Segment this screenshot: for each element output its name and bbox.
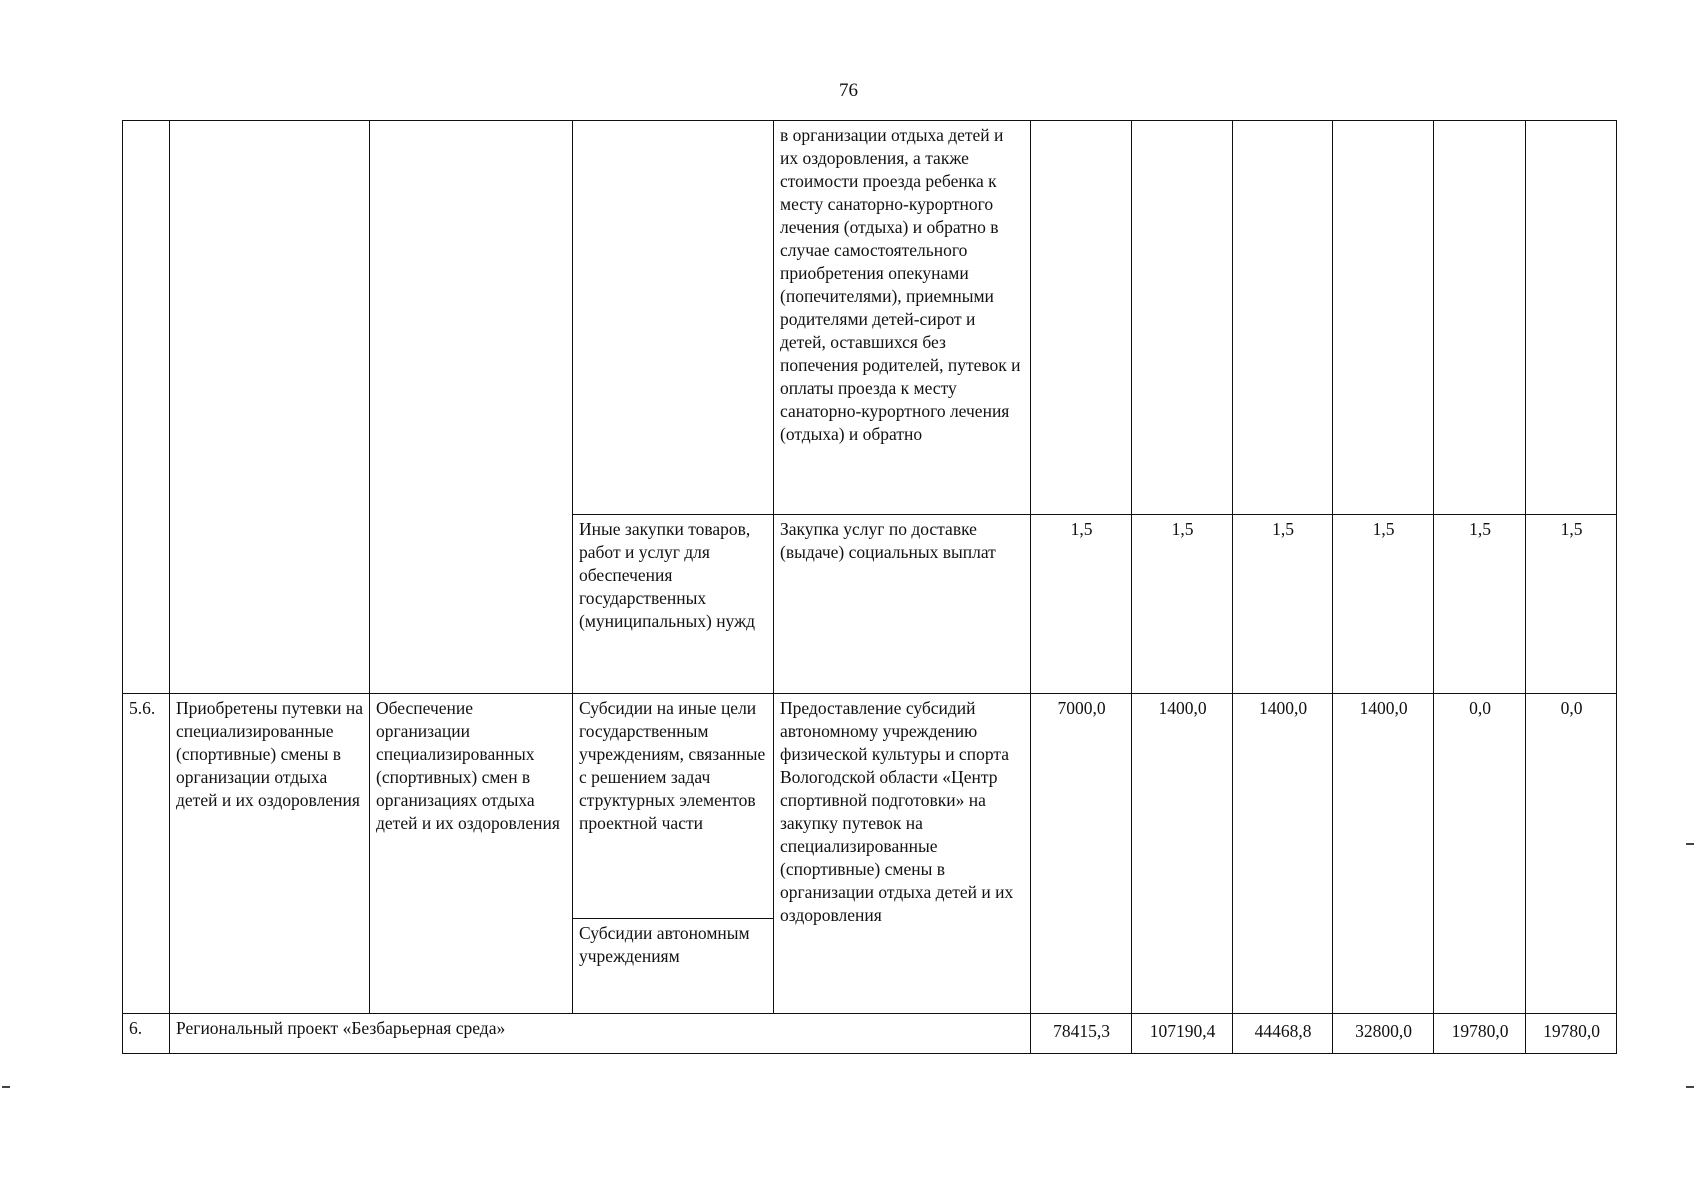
cell-expense-type: Субсидии автономным учреждениям <box>573 919 774 1014</box>
cell-value: 32800,0 <box>1333 1014 1434 1054</box>
cell-value: 107190,4 <box>1132 1014 1233 1054</box>
cell-row-number: 6. <box>123 1014 170 1054</box>
cell-value: 7000,0 <box>1031 694 1132 1014</box>
cell-row-number: 5.6. <box>123 694 170 1014</box>
table-row-5-6 <box>123 694 1617 919</box>
cell-value: 19780,0 <box>1526 1014 1617 1054</box>
cell-empty <box>1233 121 1333 515</box>
cell-value: 1,5 <box>1132 515 1233 694</box>
page-number: 76 <box>839 80 858 101</box>
cell-empty <box>123 121 170 694</box>
cell-empty <box>1333 121 1434 515</box>
cell-expense-type: Иные закупки товаров, работ и услуг для обеспечения государственных (муниципальных) нужд <box>573 515 774 694</box>
cell-empty <box>170 121 370 694</box>
cell-name: Приобретены путевки на специализированные (спортивные) смены в организации отдыха детей и их оздоровления <box>170 694 370 1014</box>
cell-value: 1400,0 <box>1132 694 1233 1014</box>
cell-expense-type: Субсидии на иные цели государственным учреждениям, связанные с решением задач структурных элементов проектной части <box>573 694 774 919</box>
cell-empty <box>573 121 774 515</box>
table-row-continuation <box>123 121 1617 515</box>
cell-value: 1,5 <box>1233 515 1333 694</box>
cell-value: 1,5 <box>1526 515 1617 694</box>
cell-project-name: Региональный проект «Безбарьерная среда» <box>170 1014 1031 1054</box>
cell-result: в организации отдыха детей и их оздоровления, а также стоимости проезда ребенка к месту санаторно-курортного лечения (отдыха) и обратно в случае самостоятельного приобретения опекунами (попечителями), приемными родителями детей-сирот и детей, оставшихся без попечения родителей, путевок и оплаты проезда к месту санаторно-курортного лечения (отдыха) и обратно <box>774 121 1031 515</box>
cell-result: Закупка услуг по доставке (выдаче) социальных выплат <box>774 515 1031 694</box>
scan-edge-mark <box>1686 1086 1694 1088</box>
cell-value: 1,5 <box>1031 515 1132 694</box>
cell-value: 1,5 <box>1434 515 1526 694</box>
budget-table <box>122 120 1617 1054</box>
cell-empty <box>1132 121 1233 515</box>
scan-edge-mark <box>1686 843 1694 845</box>
cell-empty <box>1031 121 1132 515</box>
scan-edge-mark <box>2 1086 10 1088</box>
cell-value: 44468,8 <box>1233 1014 1333 1054</box>
cell-result: Предоставление субсидий автономному учреждению физической культуры и спорта Вологодской области «Центр спортивной подготовки» на закупку путевок на специализированные (спортивные) смены в организации отдыха детей и их оздоровления <box>774 694 1031 1014</box>
cell-empty <box>1526 121 1617 515</box>
cell-task: Обеспечение организации специализированных (спортивных) смен в организациях отдыха детей и их оздоровления <box>370 694 573 1014</box>
cell-value: 1,5 <box>1333 515 1434 694</box>
cell-value: 78415,3 <box>1031 1014 1132 1054</box>
table-row-6 <box>123 1014 1617 1054</box>
cell-value: 19780,0 <box>1434 1014 1526 1054</box>
cell-empty <box>370 121 573 694</box>
cell-value: 0,0 <box>1434 694 1526 1014</box>
cell-value: 1400,0 <box>1333 694 1434 1014</box>
cell-value: 0,0 <box>1526 694 1617 1014</box>
cell-empty <box>1434 121 1526 515</box>
cell-value: 1400,0 <box>1233 694 1333 1014</box>
